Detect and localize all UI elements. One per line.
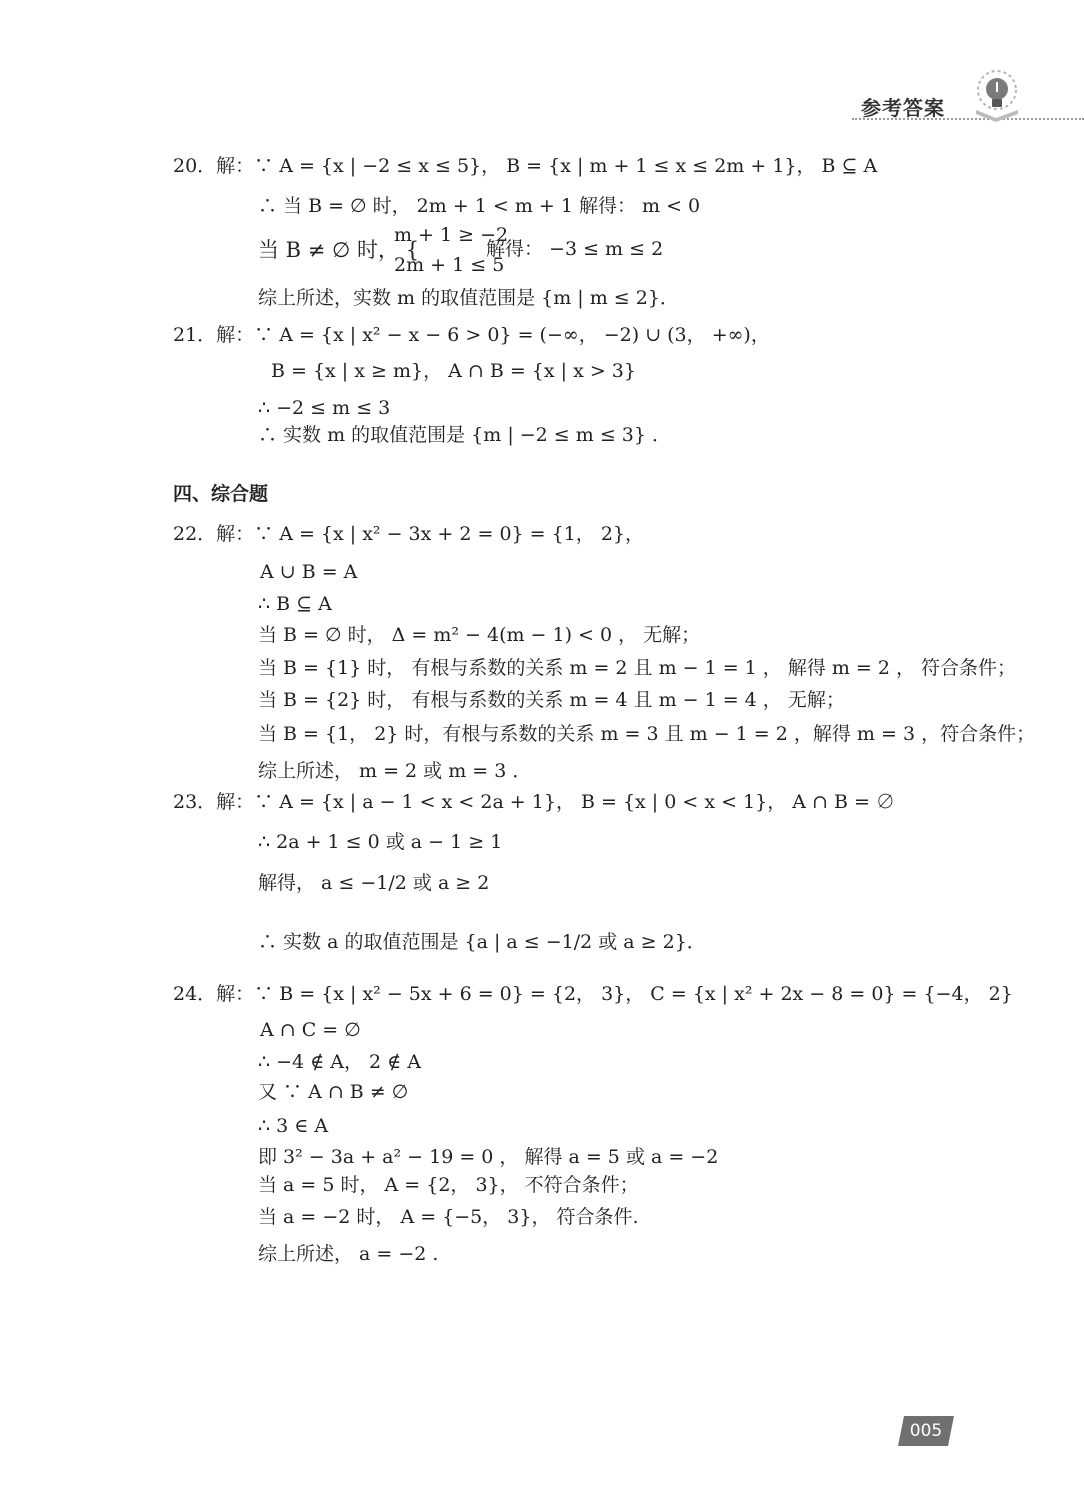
q24-line2: A ∩ C = ∅ xyxy=(260,1019,361,1041)
q24-line7: 当 a = 5 时， A = {2， 3}， 不符合条件； xyxy=(258,1174,639,1196)
q23-conclusion: ∴ 实数 a 的取值范围是 {a | a ≤ −1/2 或 a ≥ 2}． xyxy=(258,931,706,953)
q21-line3: ∴ −2 ≤ m ≤ 3 xyxy=(258,397,391,419)
q22-conclusion: 综上所述， m = 2 或 m = 3 ． xyxy=(258,760,532,782)
q21-line2: B = {x | x ≥ m}， A ∩ B = {x | x > 3} xyxy=(271,360,636,382)
q20-line3-result: 解得： −3 ≤ m ≤ 2 xyxy=(486,238,664,260)
page-number: 005 xyxy=(909,1421,943,1441)
q20-line3: 当 B ≠ ∅ 时， { xyxy=(258,238,420,262)
q22-line5: 当 B = {1} 时， 有根与系数的关系 m = 2 且 m − 1 = 1 ， 解得 m = 2 ， 符合条件； xyxy=(258,657,1017,679)
q22-line3: ∴ B ⊆ A xyxy=(258,593,332,615)
lightbulb-book-icon xyxy=(966,66,1028,124)
q24-line3: ∴ −4 ∉ A， 2 ∉ A xyxy=(258,1051,421,1073)
q22-line1: 22．解：∵ A = {x | x² − 3x + 2 = 0} = {1， 2}， xyxy=(173,523,645,545)
q23-line3: 解得， a ≤ −1/2 或 a ≥ 2 xyxy=(258,872,490,894)
q21-conclusion: ∴ 实数 m 的取值范围是 {m | −2 ≤ m ≤ 3} ． xyxy=(258,424,672,446)
q24-line4: 又 ∵ A ∩ B ≠ ∅ xyxy=(258,1081,409,1103)
q24-conclusion: 综上所述， a = −2 . xyxy=(258,1243,439,1265)
q24-line5: ∴ 3 ∈ A xyxy=(258,1115,329,1137)
q22-line4: 当 B = ∅ 时， Δ = m² − 4(m − 1) < 0 ， 无解； xyxy=(258,624,701,646)
q24-line8: 当 a = −2 时， A = {−5， 3}， 符合条件. xyxy=(258,1206,639,1228)
q20-system-top: m + 1 ≥ −2 xyxy=(394,224,509,246)
q20-line2: ∴ 当 B = ∅ 时， 2m + 1 < m + 1 解得： m < 0 xyxy=(258,195,701,217)
q20-conclusion: 综上所述，实数 m 的取值范围是 {m | m ≤ 2}． xyxy=(258,287,679,309)
q22-line2: A ∪ B = A xyxy=(260,561,358,583)
q24-line1: 24．解：∵ B = {x | x² − 5x + 6 = 0} = {2， 3}， C = {x | x² + 2x − 8 = 0} = {−4， 2} xyxy=(173,983,1013,1005)
section-heading: 四、综合题 xyxy=(173,483,269,505)
q20-line1: 20．解：∵ A = {x | −2 ≤ x ≤ 5}， B = {x | m + 1 ≤ x ≤ 2m + 1}， B ⊆ A xyxy=(173,155,878,177)
q21-line1: 21．解：∵ A = {x | x² − x − 6 > 0} = (−∞， −2) ∪ (3， +∞)， xyxy=(173,324,770,346)
q23-line2: ∴ 2a + 1 ≤ 0 或 a − 1 ≥ 1 xyxy=(258,831,503,853)
q22-line6: 当 B = {2} 时， 有根与系数的关系 m = 4 且 m − 1 = 4 ， 无解； xyxy=(258,689,845,711)
q20-system-bottom: 2m + 1 ≤ 5 xyxy=(394,254,505,276)
q22-line7: 当 B = {1， 2} 时，有根与系数的关系 m = 3 且 m − 1 = 2 ，解得 m = 3 ，符合条件； xyxy=(258,723,1036,745)
q24-line6: 即 3² − 3a + a² − 19 = 0 ， 解得 a = 5 或 a = −2 xyxy=(258,1146,719,1168)
header-title: 参考答案 xyxy=(861,96,945,120)
q23-line1: 23．解：∵ A = {x | a − 1 < x < 2a + 1}， B = {x | 0 < x < 1}， A ∩ B = ∅ xyxy=(173,791,895,813)
